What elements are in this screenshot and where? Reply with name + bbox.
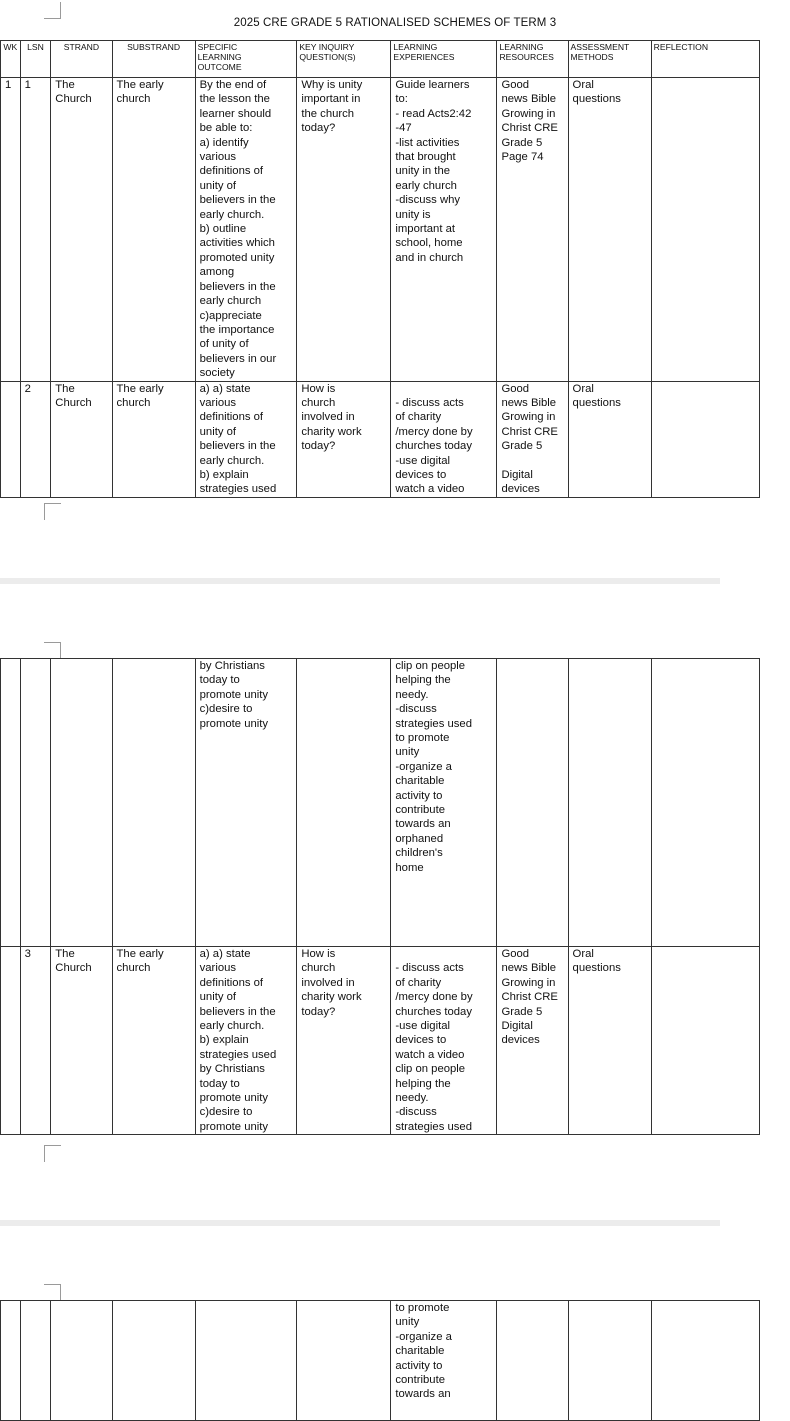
table-row — [1, 659, 760, 947]
cell-wk — [1, 381, 21, 497]
cell-outcome: By the end of the lesson the learner should be able to: a) identify various definitions of unity of believers in the early church. b) outline activities which promoted unity among believers in the early church c)appreciate the importance of unity of believers in our society — [195, 78, 297, 382]
table-row — [1, 381, 760, 497]
cell-lsn — [20, 1301, 51, 1421]
cell-wk — [1, 659, 21, 947]
cell-resources — [497, 659, 568, 947]
cell-assessment — [568, 659, 651, 947]
page-corner-mark — [44, 1145, 61, 1162]
cell-assessment: Oral questions — [568, 947, 651, 1135]
page-corner-mark — [44, 1284, 61, 1301]
cell-question: Why is unity important in the church today? — [297, 78, 391, 382]
table-row — [1, 947, 760, 1135]
header-lsn: LSN — [20, 41, 51, 78]
cell-outcome: a) a) state various definitions of unity of believers in the early church. b) explain strategies used — [195, 381, 297, 497]
cell-lsn: 2 — [20, 381, 51, 497]
cell-experiences: Guide learners to: - read Acts2:42 -47 -list activities that brought unity in the early church -discuss why unity is important at school, home and in church — [391, 78, 497, 382]
header-learning-experiences: LEARNING EXPERIENCES — [391, 41, 497, 78]
cell-wk: 1 — [1, 78, 21, 382]
cell-strand — [51, 1301, 112, 1421]
cell-wk — [1, 947, 21, 1135]
document-page-3 — [0, 1226, 720, 1401]
scheme-table — [0, 658, 760, 1135]
cell-strand: The Church — [51, 381, 112, 497]
table-row — [1, 78, 760, 382]
cell-substrand: The early church — [112, 381, 195, 497]
scheme-table — [0, 1300, 760, 1421]
cell-strand — [51, 659, 112, 947]
cell-strand: The Church — [51, 947, 112, 1135]
page-corner-mark — [44, 642, 61, 659]
cell-outcome: by Christians today to promote unity c)desire to promote unity — [195, 659, 297, 947]
cell-experiences: clip on people helping the needy. -discuss strategies used to promote unity -organize a charitable activity to contribute towards an orphaned children's home — [391, 659, 497, 947]
cell-experiences: to promote unity -organize a charitable activity to contribute towards an — [391, 1301, 497, 1421]
cell-wk — [1, 1301, 21, 1421]
cell-question — [297, 1301, 391, 1421]
cell-lsn: 1 — [20, 78, 51, 382]
document-title: 2025 CRE GRADE 5 RATIONALISED SCHEMES OF TERM 3 — [233, 17, 557, 29]
cell-question: How is church involved in charity work today? — [297, 947, 391, 1135]
cell-substrand — [112, 1301, 195, 1421]
document-page-1 — [0, 0, 720, 578]
cell-reflection — [651, 947, 759, 1135]
table-row — [1, 1301, 760, 1421]
cell-resources: Good news Bible Growing in Christ CRE Grade 5 Digital devices — [497, 947, 568, 1135]
header-specific-learning-outcome: SPECIFIC LEARNING OUTCOME — [195, 41, 297, 78]
cell-assessment: Oral questions — [568, 381, 651, 497]
cell-substrand: The early church — [112, 78, 195, 382]
header-strand: STRAND — [51, 41, 112, 78]
cell-outcome — [195, 1301, 297, 1421]
header-key-inquiry-questions: KEY INQUIRY QUESTION(S) — [297, 41, 391, 78]
cell-lsn: 3 — [20, 947, 51, 1135]
scheme-table — [0, 40, 760, 498]
cell-experiences: - discuss acts of charity /mercy done by churches today -use digital devices to watch a video — [391, 381, 497, 497]
cell-experiences: - discuss acts of charity /mercy done by churches today -use digital devices to watch a video clip on people helping the needy. -discuss strategies used — [391, 947, 497, 1135]
cell-reflection — [651, 78, 759, 382]
cell-question — [297, 659, 391, 947]
page-corner-mark — [44, 503, 61, 520]
header-reflection: REFLECTION — [651, 41, 759, 78]
cell-reflection — [651, 1301, 759, 1421]
document-page-2 — [0, 584, 720, 1220]
header-substrand: SUBSTRAND — [112, 41, 195, 78]
cell-substrand — [112, 659, 195, 947]
cell-reflection — [651, 381, 759, 497]
cell-reflection — [651, 659, 759, 947]
cell-substrand: The early church — [112, 947, 195, 1135]
cell-strand: The Church — [51, 78, 112, 382]
cell-lsn — [20, 659, 51, 947]
header-assessment-methods: ASSESSMENT METHODS — [568, 41, 651, 78]
cell-outcome: a) a) state various definitions of unity of believers in the early church. b) explain strategies used by Christians today to promote unity c)desire to promote unity — [195, 947, 297, 1135]
header-wk: WK — [1, 41, 21, 78]
cell-resources: Good news Bible Growing in Christ CRE Grade 5 Digital devices — [497, 381, 568, 497]
table-header-row — [1, 41, 760, 78]
cell-assessment: Oral questions — [568, 78, 651, 382]
cell-question: How is church involved in charity work today? — [297, 381, 391, 497]
cell-assessment — [568, 1301, 651, 1421]
cell-resources: Good news Bible Growing in Christ CRE Grade 5 Page 74 — [497, 78, 568, 382]
header-learning-resources: LEARNING RESOURCES — [497, 41, 568, 78]
cell-resources — [497, 1301, 568, 1421]
